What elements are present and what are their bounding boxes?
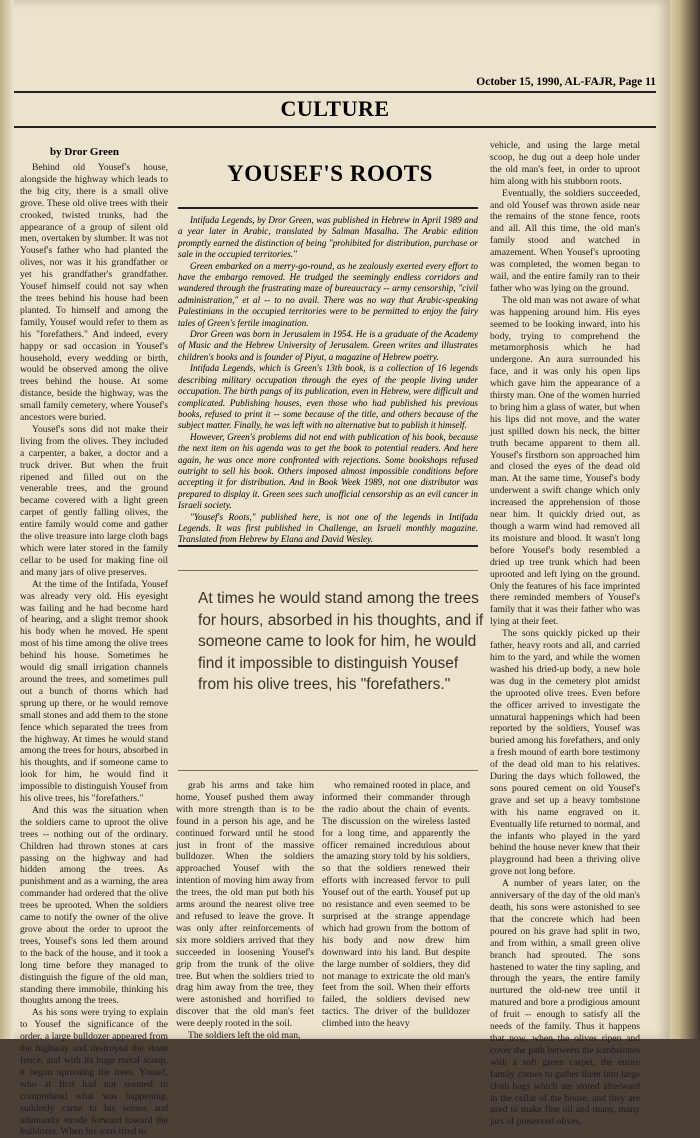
header-rule (14, 91, 656, 93)
col4-paragraph: A number of years later, on the anniversary of the day of the old man's death, his sons were astonished to see that the concrete which had been poured on his grave had split in two, and from within, a small green olive branch had sprouted. The sons hastened to water the tiny sapling, and through the years, the entire family nurtured the old-new tree until it matured and bore a prodigious amount of fruit -- enough to satisfy all the needs of the family. Thus it happens that now, when the olives ripen and cover the path between the tombstones with a soft green carpet, the entire family comes to gather them into large cloth bags which are stored afterward in the cellar of the house, and they are used to make fine oil and many, many jars of preserved olives. (490, 878, 640, 1128)
pull-quote: At times he would stand among the trees for hours, absorbed in his thoughts, and if someone came to look for him, he would find it impossible to distinguish Yousef from his olive trees, his "forefathers." (198, 590, 484, 693)
col1-paragraph: And this was the situation when the soldiers came to uproot the olive trees -- nothing out of the ordinary. Children had thrown stones at cars passing on the highway and had hidden among the trees. As punishment and as a warning, the area commander had ordered that the olive trees be uprooted. When the soldiers came to notify the owner of the olive grove about the order to uproot the trees, Yousef's sons led them around to the back of the house, and it took a long time before they managed to distinguish the figure of the old man, standing there immobile, thinking his thoughts among the trees. (20, 804, 168, 1007)
byline: by Dror Green (50, 146, 120, 158)
col1-paragraph: At the time of the Intifada, Yousef was already very old. His eyesight was failing and he had become hard of hearing, and a slight tremor shook his body when he moved. He spent most of his time among the olive trees behind his house. Sometimes he would dig small irrigation channels around the trees, and sometimes pull out a bunch of thorns which had sprung up there, or he would remove small stones and add them to the stone fence which separated the trees from the highway. At times he would stand among the trees for hours, absorbed in his thoughts, and if someone came to look for him, he would find it impossible to distinguish Yousef from his olive trees, his "forefathers." (20, 578, 168, 805)
intro-top-rule (178, 207, 478, 209)
intro-paragraph: However, Green's problems did not end with publication of his book, because the next item on his agenda was to get the book to potential readers. And here again, he was once more confronted with rejections. Some bookshops refused outright to sell his book. Others imposed almost impossible conditions before accepting it for distribution. And in Book Week 1989, not one distributor was prepared to display it. Green sees such unofficial censorship as an evil cancer in Israeli society. (178, 431, 478, 511)
intro-paragraph: Dror Green was born in Jerusalem in 1954. He is a graduate of the Academy of Music and the Hebrew University of Jerusalem. Green writes and illustrates children's books and is founder of Piyut, a magazine of Hebrew poetry. (178, 329, 478, 362)
col4-paragraph: Eventually, the soldiers succeeded, and old Yousef was thrown aside near the remains of the stone fence, roots and all. All this time, the old man's family stood and watched in amazement. When Yousef's uprooting was completed, the women began to wail, and the entire family ran to their father who was lying on the ground. (490, 187, 640, 294)
page-fold-shadow (0, 0, 14, 1039)
intro-box (178, 215, 478, 546)
page-header: October 15, 1990, AL-FAJR, Page 11 (476, 76, 656, 88)
col4-paragraph: vehicle, and using the large metal scoop, he dug out a deep hole under the old man's feet, in order to uproot him along with his stubborn roots. (490, 140, 640, 187)
col1-paragraph: As his sons were trying to explain to Yousef the significance of the order, a large bulldozer appeared from the highway and destroyed the stone fence, and with its huge metal scoop, it began uprooting the trees. Yousef, who at first had not seemed to comprehend what was happening, suddenly came to his senses and adamantly strode forward toward the bulldozer. When his sons tried to (20, 1007, 168, 1138)
article-title: YOUSEF'S ROOTS (227, 161, 433, 186)
col4-paragraph: The old man was not aware of what was happening around him. His eyes seemed to be looking inward, into his body, trying to comprehend the metamorphosis which he had undergone. An aura surrounded his face, and it was only his open lips which gave him the appearance of a thirsty man. One of the women hurried to bring him a glass of water, but when his lips did not move, and the water just spilled down his neck, the bitter truth became apparent to them all. Yousef's firstborn son approached him and closed the eyes of the dead old man. At the same time, Yousef's body underwent a swift change which only increased the apprehension of those near him. It quickly dried out, as though a warm wind had removed all its moisture and blood. It wasn't long before Yousef's body resembled a dried up tree trunk which had been uprooted and left lying on the ground. Only the features of his face imprinted there reminded members of Yousef's family that it was their father who was lying at their feet. (490, 294, 640, 628)
article-column-3 (322, 780, 470, 1030)
intro-paragraph: Green embarked on a merry-go-round, as he zealously exerted every effort to have the embargo removed. He trudged the seemingly endless corridors and wandered through the frustrating maze of bureaucracy -- army censorship, "civil administration," et al -- to no avail. There was no way that Arabic-speaking Palestinians in the occupied territories were to be permitted to enjoy the fairy tales of Green's fertile imagination. (178, 260, 478, 328)
col1-paragraph: Behind old Yousef's house, alongside the highway which leads to the big city, there is a small olive grove. These old olive trees with their crooked, twisted trunks, had the appearance of a group of silent old men, overtaken by slumber. It was not Yousef's father who had planted the olives, nor was it his grandfather or yet his grandfather's grandfather. Yousef himself could not say when the trees behind his house had been planted. To himself and among the family, Yousef would refer to them as his "forefathers." And indeed, every happy or sad occasion in Yousef's household, every wedding or birth, would be observed among the olive trees behind the house. At some distance, beside the highway, was the small family cemetery, where Yousef's ancestors were buried. (20, 162, 168, 424)
section-title: CULTURE (280, 96, 390, 121)
article-column-1 (20, 162, 168, 1138)
pullquote-bottom-rule (178, 770, 478, 771)
book-binding-edge (670, 0, 700, 1039)
intro-paragraph: Intifada Legends, by Dror Green, was published in Hebrew in April 1989 and a year later in Arabic, translated by Salman Masalha. The Arabic edition promptly earned the distinction of being "prohibited for distribution, purchase or sale in the occupied territories." (178, 215, 478, 260)
intro-paragraph: Intifada Legends, which is Green's 13th book, is a collection of 16 legends describing military occupation through the eyes of the people living under occupation. The birth pangs of its publication, even in Hebrew, were difficult and complicated. Publishing houses, even those who had published his previous books, refused to print it -- some because of the title, and others because of the subject matter. Finally, he was left with no alternative but to publish it himself. (178, 363, 478, 431)
pullquote-top-rule (178, 570, 478, 571)
article-column-4 (490, 140, 640, 1128)
col3-paragraph: who remained rooted in place, and informed their commander through the radio about the chain of events. The discussion on the wireless lasted for a long time, and apparently the officer remained incredulous about the amazing story told by his soldiers, so that the soldiers renewed their efforts with increased fervor to pull Yousef out of the earth. Yousef put up no resistance and even seemed to be surprised at the strange appendage which had grown from the bottom of his body and now drew him downward into his land. But despite the large number of soldiers, they did not manage to extricate the old man's feet from the soil. When their efforts failed, the soldiers devised new tactics. The driver of the bulldozer climbed into the heavy (322, 780, 470, 1030)
intro-paragraph: "Yousef's Roots," published here, is not one of the legends in Intifada Legends. It was first published in Challenge, an Israeli monthly magazine. Translated from Hebrew by Elana and David Wesley. (178, 511, 478, 545)
intro-bottom-rule (178, 545, 478, 547)
col2-paragraph: grab his arms and take him home, Yousef pushed them away with more strength than is to be found in a person his age, and he continued forward until he stood just in front of the massive bulldozer. When the soldiers approached Yousef with the intention of moving him away from the trees, the old man put both his arms around the nearest olive tree and refused to leave the grove. It was only after reinforcements of six more soldiers arrived that they succeeded in loosening Yousef's grip from the trunk of the olive tree. But when the soldiers tried to drag him away from the tree, they were astonished and horrified to discover that the old man's feet were deeply rooted in the soil. (176, 780, 314, 1030)
section-rule (14, 126, 656, 128)
col1-paragraph: Yousef's sons did not make their living from the olives. They included a carpenter, a baker, a doctor and a truck driver. But when the fruit ripened and filled out on the venerable trees, and the ground became covered with a light green carpet of gently falling olives, the entire family would come and gather the olive treasure into large cloth bags which were later stored in the family cellar to be used for making fine oil and many jars of olive preserves. (20, 423, 168, 578)
article-column-2 (176, 780, 314, 1042)
col4-paragraph: The sons quickly picked up their father, heavy roots and all, and carried him to the yard, and while the women washed his dried-up body, a new hole was dug in the cemetery plot amidst the uprooted olive trees. Even before the officer arrived to investigate the unnatural happenings which had been reported by the soldiers, Yousef was buried among his forefathers, and only a fresh mound of earth bore testimony of the dead old man to his relatives. During the days which followed, the sons poured cement on old Yousef's grave and set up a heavy tombstone with his name engraved on it. Eventually life returned to normal, and the infants who played in the yard behind the house never knew that their playground had been a thriving olive grove not long before. (490, 628, 640, 878)
col2-paragraph: The soldiers left the old man, (188, 1030, 301, 1042)
